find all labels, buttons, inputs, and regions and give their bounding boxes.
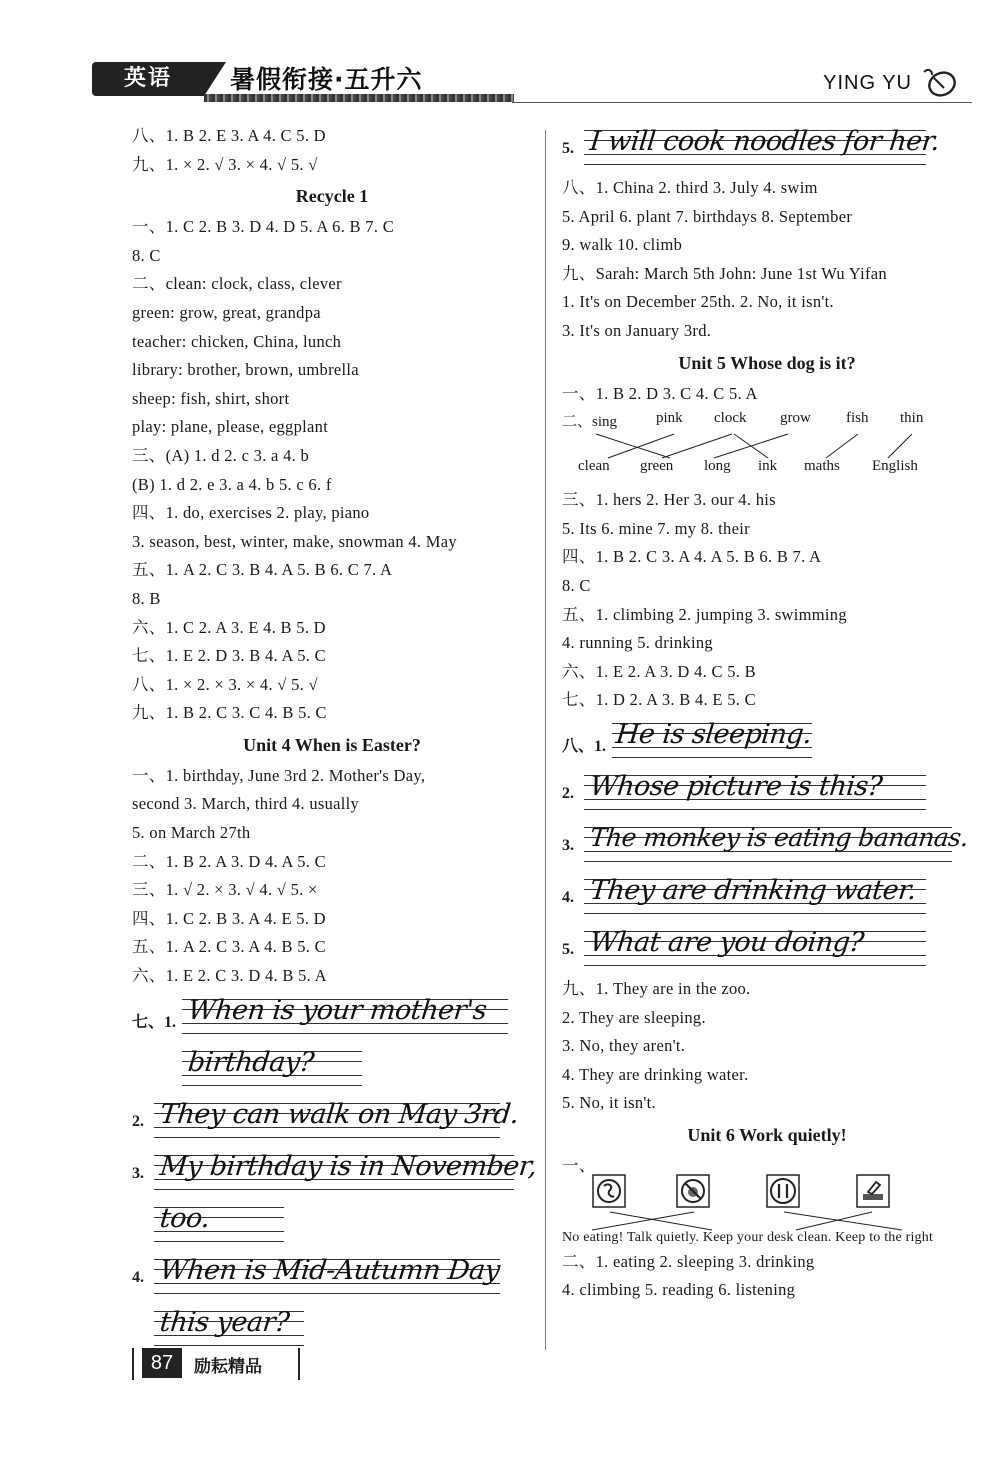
answer-line: 4. running 5. drinking xyxy=(562,633,713,653)
answer-line: 8. C xyxy=(562,575,591,595)
section-heading-recycle-1: Recycle 1 xyxy=(295,186,369,207)
sign-matching xyxy=(562,1152,972,1248)
answer-line: 九、1. B 2. C 3. C 4. B 5. C xyxy=(132,703,327,723)
sign-labels: No eating! Talk quietly. Keep your desk clean. Keep to the right xyxy=(562,1229,934,1245)
answer-line: 9. walk 10. climb xyxy=(562,235,683,255)
answer-line: 3. No, they aren't. xyxy=(562,1036,686,1056)
answer-line: 六、1. E 2. A 3. D 4. C 5. B xyxy=(562,661,756,681)
answer-line: 九、1. They are in the zoo. xyxy=(562,978,751,998)
answer-line: 二、1. eating 2. sleeping 3. drinking xyxy=(562,1251,815,1271)
match-word: long xyxy=(704,458,731,475)
answer-line: 三、1. hers 2. Her 3. our 4. his xyxy=(562,490,776,510)
match-word: ink xyxy=(758,458,778,475)
handwritten-answer: When is Mid-Autumn Day xyxy=(158,1254,502,1286)
section-heading-unit-5: Unit 5 Whose dog is it? xyxy=(678,352,856,373)
handwritten-answer: My birthday is in November, xyxy=(158,1150,539,1182)
answer-line: 一、1. birthday, June 3rd 2. Mother's Day, xyxy=(132,765,426,785)
section-heading-unit-6: Unit 6 Work quietly! xyxy=(687,1124,847,1145)
subject-tag-slant xyxy=(204,62,226,96)
page-footer xyxy=(132,1348,332,1384)
answer-line: 4. climbing 5. reading 6. listening xyxy=(562,1280,796,1300)
header-line xyxy=(512,102,972,103)
answer-line: 3. It's on January 3rd. xyxy=(562,320,712,340)
answer-line: 六、1. C 2. A 3. E 4. B 5. D xyxy=(132,617,326,637)
header-band xyxy=(204,94,514,102)
answer-line: 八、1. B 2. E 3. A 4. C 5. D xyxy=(132,126,326,145)
answer-line: green: grow, great, grandpa xyxy=(132,302,321,322)
answer-line: 四、1. B 2. C 3. A 4. A 5. B 6. B 7. A xyxy=(562,547,822,567)
match-word: 二、sing xyxy=(562,414,618,431)
keep-right-icon xyxy=(766,1174,800,1208)
handwritten-answer: They can walk on May 3rd. xyxy=(158,1098,521,1130)
match-word: thin xyxy=(900,410,924,427)
handwritten-answer: I will cook noodles for her. xyxy=(588,126,941,157)
handwriting-line xyxy=(132,991,532,1043)
item-number: 2. xyxy=(562,784,574,802)
word-matching xyxy=(562,408,972,486)
match-word: maths xyxy=(804,458,840,475)
answer-line: 九、1. × 2. √ 3. × 4. √ 5. √ xyxy=(132,154,318,174)
answer-line: 5. April 6. plant 7. birthdays 8. September xyxy=(562,206,853,226)
match-word: pink xyxy=(656,410,683,427)
answer-line: 八、1. China 2. third 3. July 4. swim xyxy=(562,178,818,197)
item-number: 3. xyxy=(132,1164,144,1182)
answer-line: 三、1. √ 2. × 3. √ 4. √ 5. × xyxy=(132,880,318,900)
item-number: 4. xyxy=(132,1268,144,1286)
answer-line: 五、1. A 2. C 3. B 4. A 5. B 6. C 7. A xyxy=(132,560,393,580)
answer-line: 五、1. climbing 2. jumping 3. swimming xyxy=(562,604,847,624)
handwritten-answer: The monkey is eating bananas. xyxy=(588,822,970,852)
page-header xyxy=(92,58,972,108)
handwritten-answer: They are drinking water. xyxy=(588,874,918,906)
match-word: grow xyxy=(780,410,811,427)
item-number: 2. xyxy=(132,1112,144,1130)
answer-line: 三、(A) 1. d 2. c 3. a 4. b xyxy=(132,445,310,465)
handwritten-answer: this year? xyxy=(158,1306,291,1338)
publisher-brand: 励耘精品 xyxy=(194,1357,262,1377)
answer-line: 二、1. B 2. A 3. D 4. A 5. C xyxy=(132,851,326,871)
item-number: 3. xyxy=(562,836,574,854)
handwritten-answer: He is sleeping. xyxy=(614,718,813,750)
handwriting-line xyxy=(132,1303,532,1355)
handwriting-line xyxy=(562,715,972,767)
answer-line: 六、1. E 2. C 3. D 4. B 5. A xyxy=(132,966,327,986)
match-word: English xyxy=(872,458,918,475)
handwriting-line xyxy=(562,122,972,174)
handwriting-line xyxy=(132,1095,532,1147)
answer-line: 四、1. C 2. B 3. A 4. E 5. D xyxy=(132,908,326,928)
answer-line: sheep: fish, shirt, short xyxy=(132,388,290,408)
no-eating-icon xyxy=(676,1174,710,1208)
answer-line: 九、Sarah: March 5th John: June 1st Wu Yifan xyxy=(562,263,887,283)
item-number: 5. xyxy=(562,940,574,958)
answer-line: 8. B xyxy=(132,588,161,608)
section-heading-unit-4: Unit 4 When is Easter? xyxy=(243,734,421,755)
handwriting-line xyxy=(562,767,972,819)
answer-line: teacher: chicken, China, lunch xyxy=(132,331,342,351)
answer-line: 七、1. D 2. A 3. B 4. E 5. C xyxy=(562,690,756,710)
handwriting-line xyxy=(132,1043,532,1095)
page-number: 87 xyxy=(142,1348,182,1378)
answer-line: 一、1. C 2. B 3. D 4. D 5. A 6. B 7. C xyxy=(132,217,394,237)
handwriting-line xyxy=(562,871,972,923)
answer-line: 二、clean: clock, class, clever xyxy=(132,274,342,294)
match-word: clock xyxy=(714,410,747,427)
answer-line: second 3. March, third 4. usually xyxy=(132,794,360,814)
left-column xyxy=(132,122,539,1355)
column-divider xyxy=(545,130,546,1350)
item-number: 4. xyxy=(562,888,574,906)
answer-line: 3. season, best, winter, make, snowman 4. May xyxy=(132,531,457,551)
answer-line: 五、1. A 2. C 3. A 4. B 5. C xyxy=(132,937,326,957)
handwritten-answer: Whose picture is this? xyxy=(588,770,884,802)
answer-line: 一、 xyxy=(562,1155,596,1175)
answer-line: 1. It's on December 25th. 2. No, it isn't. xyxy=(562,292,834,312)
item-number: 七、1. xyxy=(132,1013,177,1031)
clean-desk-icon xyxy=(856,1174,890,1208)
match-word: green xyxy=(640,458,674,475)
answer-line: 5. on March 27th xyxy=(132,823,251,843)
item-number: 5. xyxy=(562,140,574,157)
handwriting-line xyxy=(132,1199,532,1251)
handwritten-answer: birthday? xyxy=(186,1046,316,1078)
answer-line: 八、1. × 2. × 3. × 4. √ 5. √ xyxy=(132,674,318,694)
answer-line: 5. Its 6. mine 7. my 8. their xyxy=(562,518,750,538)
handwriting-line xyxy=(132,1251,532,1303)
answer-line: library: brother, brown, umbrella xyxy=(132,360,359,380)
answer-line: 4. They are drinking water. xyxy=(562,1064,749,1084)
answer-line: 四、1. do, exercises 2. play, piano xyxy=(132,503,370,523)
answer-line: 5. No, it isn't. xyxy=(562,1093,656,1113)
answer-line: play: plane, please, eggplant xyxy=(132,417,329,437)
handwriting-line xyxy=(562,819,972,871)
mouse-icon xyxy=(920,66,960,100)
right-column xyxy=(562,122,972,1305)
ying-yu-label: YING YU xyxy=(823,72,912,94)
answer-line: 2. They are sleeping. xyxy=(562,1007,706,1027)
book-title: 暑假衔接·五升六 xyxy=(230,65,423,94)
handwritten-answer: What are you doing? xyxy=(588,926,866,958)
item-number: 八、1. xyxy=(562,737,607,755)
handwriting-line xyxy=(562,923,972,975)
handwritten-answer: When is your mother's xyxy=(186,994,488,1026)
talk-sign-icon xyxy=(592,1174,626,1208)
answer-line: 七、1. E 2. D 3. B 4. A 5. C xyxy=(132,646,326,666)
answer-line: 一、1. B 2. D 3. C 4. C 5. A xyxy=(562,383,758,403)
handwriting-line xyxy=(132,1147,539,1199)
answer-line: (B) 1. d 2. e 3. a 4. b 5. c 6. f xyxy=(132,474,332,494)
subject-tag: 英语 xyxy=(92,62,204,96)
match-word: fish xyxy=(846,410,869,427)
match-word: clean xyxy=(578,458,610,475)
handwritten-answer: too. xyxy=(158,1202,212,1234)
answer-line: 8. C xyxy=(132,245,161,265)
